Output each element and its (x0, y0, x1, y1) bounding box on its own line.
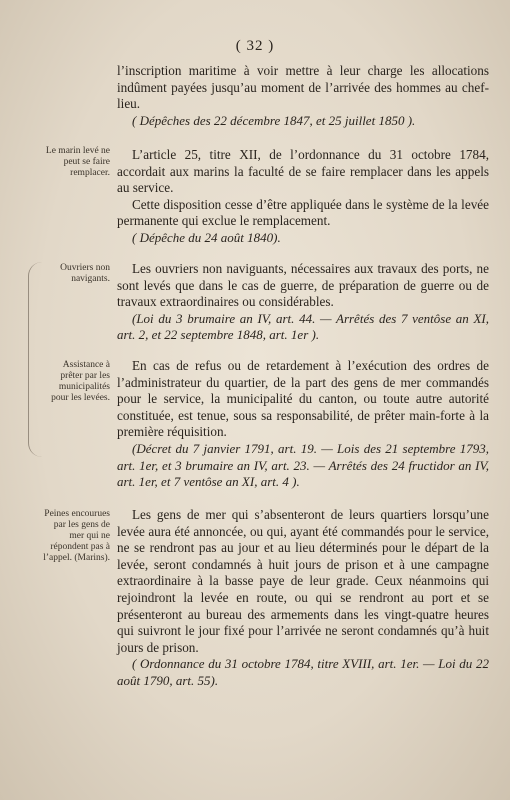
reference: ( Ordonnance du 31 octobre 1784, titre XVIII, art. 1er. — Loi du 22 août 1790, art. 55). (117, 656, 489, 688)
reference: ( Dépêche du 24 août 1840). (132, 229, 281, 245)
paragraph: Les gens de mer qui s’absenteront de leurs quartiers lorsqu’une levée aura été annoncée, ou qui, ayant été commandés pour le service, ne se rendront pas au jour et au lieu déterminés pour le départ de la levée, seront condamnés à huit jours de prison et à une campagne extraordinaire à la basse paye de leur grade. Ceux néanmoins qui rejoindront la levée en route, ou qui se rendront au port et se présenteront au bureau des armements dans les vingt-quatre heures qui suivront le jour fixé pour l’arrivée ne seront condamnés qu’à huit jours de prison. (117, 507, 489, 655)
paragraph: Cette disposition cesse d’être appliquée dans le système de la levée permanente qui exclue le remplacement. (117, 196, 489, 229)
page-number: ( 32 ) (235, 38, 275, 54)
section-ouvriers (117, 261, 489, 344)
margin-note-remplacement: Le marin levé ne peut se faire remplacer. (45, 146, 110, 178)
section-peines (117, 507, 489, 690)
reference: ( Dépêches des 22 décembre 1847, et 25 juillet 1850 ). (132, 112, 416, 128)
section-allocations (117, 63, 489, 129)
section-remplacement (117, 147, 489, 247)
paragraph: l’inscription maritime à voir mettre à leur charge les allocations indûment payées jusqu’au moment de l’arrivée des hommes au chef-lieu. (117, 63, 489, 112)
reference: (Loi du 3 brumaire an IV, art. 44. — Arrêtés des 7 ventôse an XI, art. 2, et 22 septembre 1848, art. 1er ). (117, 310, 489, 343)
paragraph: En cas de refus ou de retardement à l’exécution des ordres de l’administrateur du quartier, de la part des gens de mer commandés pour le service, la municipalité du canton, ou toute autre autorité constituée, est tenue, sous sa responsabilité, de prêter main-forte à la première réquisition. (117, 358, 489, 440)
margin-note-assistance: Assistance à prêter par les municipalités pour les levées. (51, 360, 110, 403)
paragraph: L’article 25, titre XII, de l’ordonnance du 31 octobre 1784, accordait aux marins la faculté de se faire remplacer dans les appels au service. (117, 147, 489, 196)
margin-note-peines: Peines encourues par les gens de mer qui ne répondent pas à l’appel. (Marins). (43, 509, 110, 563)
section-assistance (117, 358, 489, 491)
margin-note-ouvriers: Ouvriers non navigants. (60, 263, 110, 284)
reference: (Décret du 7 janvier 1791, art. 19. — Lois des 21 septembre 1793, art. 1er, et 3 brumaire an IV, art. 23. — Arrêtés des 24 fructidor an IV, art. 1er, et 7 ventôse an XI, art. 4 ). (117, 440, 489, 490)
paragraph: Les ouvriers non naviguants, nécessaires aux travaux des ports, ne sont levés que dans le cas de guerre, de préparation de guerre ou de travaux extraordinaires ou considérables. (117, 261, 489, 310)
